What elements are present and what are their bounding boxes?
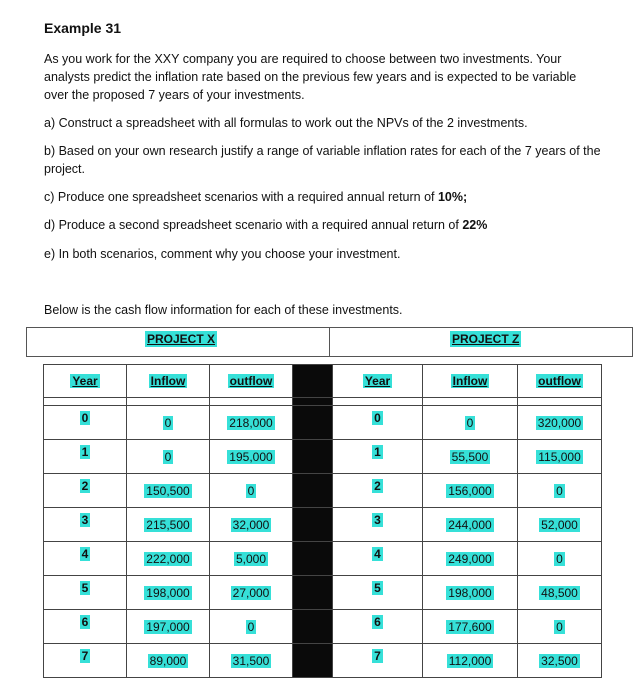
table-row — [44, 542, 602, 576]
table-row — [44, 644, 602, 678]
column-header: Year — [72, 374, 98, 388]
year-cell — [44, 406, 127, 440]
year-value: 4 — [374, 546, 381, 561]
inflow-value: 156,000 — [448, 483, 492, 498]
question-a: a) Construct a spreadsheet with all formulas to work out the NPVs of the 2 investments. — [44, 116, 528, 130]
year-cell — [333, 610, 423, 644]
separator-column — [293, 508, 333, 542]
outflow-value: 0 — [556, 551, 563, 566]
year-cell — [44, 542, 127, 576]
project-z-header-cell — [333, 365, 423, 398]
separator-column — [293, 644, 333, 678]
inflow-value: 55,500 — [451, 449, 489, 464]
spacer-cell — [423, 398, 518, 406]
inflow-cell — [423, 474, 518, 508]
inflow-cell — [127, 440, 210, 474]
column-header: Year — [364, 374, 391, 388]
outflow-value: 0 — [556, 619, 563, 634]
outflow-value: 27,000 — [232, 585, 270, 600]
year-value: 1 — [81, 444, 89, 459]
question-c-text: c) Produce one spreadsheet scenarios with a required annual return of — [44, 190, 438, 204]
outflow-cell — [210, 644, 293, 678]
year-value: 4 — [81, 546, 89, 561]
year-cell — [44, 610, 127, 644]
inflow-cell — [423, 508, 518, 542]
inflow-value: 198,000 — [448, 585, 492, 600]
year-cell — [44, 440, 127, 474]
year-cell — [333, 406, 423, 440]
year-value: 5 — [81, 580, 89, 595]
project-z-header-cell — [423, 365, 518, 398]
year-cell — [333, 440, 423, 474]
inflow-cell — [423, 406, 518, 440]
table-header-row — [44, 365, 602, 398]
year-value: 6 — [374, 614, 381, 629]
project-z-header-cell — [518, 365, 602, 398]
inflow-value: 150,500 — [146, 483, 190, 498]
spacer-cell — [210, 398, 293, 406]
column-header: outflow — [229, 374, 273, 388]
outflow-cell — [518, 644, 602, 678]
project-x-header-cell — [127, 365, 210, 398]
question-d — [44, 216, 624, 234]
year-value: 2 — [81, 478, 89, 493]
outflow-value: 32,500 — [541, 653, 578, 668]
inflow-cell — [423, 576, 518, 610]
year-value: 7 — [81, 648, 89, 663]
outflow-cell — [210, 508, 293, 542]
project-x-label: PROJECT X — [147, 332, 216, 346]
project-x-header-cell — [210, 365, 293, 398]
outflow-value: 5,000 — [235, 551, 267, 566]
year-value: 5 — [374, 580, 381, 595]
spacer-row — [44, 398, 602, 406]
inflow-value: 222,000 — [146, 551, 190, 566]
inflow-cell — [127, 610, 210, 644]
inflow-value: 89,000 — [149, 653, 187, 668]
table-row — [44, 406, 602, 440]
inflow-value: 177,600 — [448, 619, 492, 634]
table-row — [44, 508, 602, 542]
column-header: outflow — [538, 374, 581, 388]
outflow-cell — [518, 440, 602, 474]
inflow-value: 215,500 — [146, 517, 190, 532]
outflow-cell — [210, 474, 293, 508]
year-value: 0 — [81, 410, 89, 425]
inflow-cell — [423, 644, 518, 678]
outflow-cell — [518, 576, 602, 610]
inflow-value: 244,000 — [448, 517, 492, 532]
question-e: e) In both scenarios, comment why you choose your investment. — [44, 247, 401, 261]
spacer-cell — [44, 398, 127, 406]
question-d-bold: 22% — [462, 218, 488, 232]
inflow-value: 197,000 — [146, 619, 190, 634]
inflow-cell — [127, 644, 210, 678]
question-c-bold: 10%; — [437, 190, 468, 204]
separator-column — [293, 440, 333, 474]
project-z-label: PROJECT Z — [452, 332, 520, 346]
outflow-cell — [518, 406, 602, 440]
spacer-cell — [293, 398, 333, 406]
inflow-value: 0 — [164, 415, 172, 430]
outflow-cell — [518, 542, 602, 576]
inflow-cell — [423, 440, 518, 474]
table-row — [44, 576, 602, 610]
inflow-cell — [423, 610, 518, 644]
outflow-value: 52,000 — [541, 517, 578, 532]
year-cell — [333, 474, 423, 508]
year-cell — [333, 508, 423, 542]
year-value: 3 — [374, 512, 381, 527]
outflow-cell — [210, 406, 293, 440]
table-row — [44, 440, 602, 474]
outflow-value: 320,000 — [537, 415, 582, 430]
inflow-cell — [127, 576, 210, 610]
separator-column — [293, 365, 333, 398]
outflow-value: 0 — [556, 483, 563, 498]
inflow-cell — [127, 542, 210, 576]
cashflow-table — [43, 364, 602, 678]
spacer-cell — [127, 398, 210, 406]
column-header: Inflow — [452, 374, 488, 388]
inflow-value: 0 — [164, 449, 172, 464]
separator-column — [293, 406, 333, 440]
inflow-cell — [423, 542, 518, 576]
separator-column — [293, 542, 333, 576]
year-value: 0 — [374, 410, 381, 425]
outflow-cell — [210, 576, 293, 610]
question-d-text: d) Produce a second spreadsheet scenario with a required annual return of — [44, 218, 463, 232]
column-header: Inflow — [150, 374, 186, 388]
inflow-value: 112,000 — [448, 653, 492, 668]
project-x-header-cell — [44, 365, 127, 398]
year-cell — [44, 644, 127, 678]
outflow-value: 218,000 — [229, 415, 273, 430]
year-cell — [44, 576, 127, 610]
year-cell — [333, 644, 423, 678]
spacer-cell — [333, 398, 423, 406]
year-value: 6 — [81, 614, 89, 629]
page-title: Example 31 — [44, 20, 122, 36]
inflow-value: 198,000 — [146, 585, 190, 600]
outflow-value: 115,000 — [538, 449, 581, 464]
separator-column — [293, 474, 333, 508]
inflow-value: 0 — [466, 415, 474, 430]
inflow-cell — [127, 508, 210, 542]
intro-paragraph: As you work for the XXY company you are required to choose between two investments. Your analysts predict the inflation rate based on the previous few years and is expected to be variable over the proposed 7 years of your investments. — [44, 52, 577, 102]
year-value: 3 — [81, 512, 89, 527]
outflow-cell — [210, 440, 293, 474]
outflow-cell — [210, 610, 293, 644]
cashflow-intro: Below is the cash flow information for each of these investments. — [44, 303, 403, 317]
question-c — [44, 188, 624, 206]
outflow-value: 32,000 — [232, 517, 270, 532]
inflow-cell — [127, 406, 210, 440]
outflow-cell — [518, 508, 602, 542]
outflow-cell — [518, 474, 602, 508]
year-value: 7 — [374, 648, 381, 663]
inflow-cell — [127, 474, 210, 508]
year-cell — [44, 508, 127, 542]
table-row — [44, 474, 602, 508]
outflow-cell — [518, 610, 602, 644]
question-b: b) Based on your own research justify a range of variable inflation rates for each of the 7 years of the project. — [44, 144, 601, 176]
year-cell — [333, 542, 423, 576]
outflow-value: 195,000 — [229, 449, 273, 464]
outflow-value: 0 — [247, 483, 255, 498]
year-cell — [44, 474, 127, 508]
table-row — [44, 610, 602, 644]
separator-column — [293, 610, 333, 644]
year-cell — [333, 576, 423, 610]
spacer-cell — [518, 398, 602, 406]
separator-column — [293, 576, 333, 610]
year-value: 1 — [374, 444, 381, 459]
outflow-value: 0 — [247, 619, 255, 634]
outflow-value: 48,500 — [541, 585, 578, 600]
year-value: 2 — [374, 478, 381, 493]
inflow-value: 249,000 — [448, 551, 492, 566]
outflow-value: 31,500 — [232, 653, 270, 668]
outflow-cell — [210, 542, 293, 576]
